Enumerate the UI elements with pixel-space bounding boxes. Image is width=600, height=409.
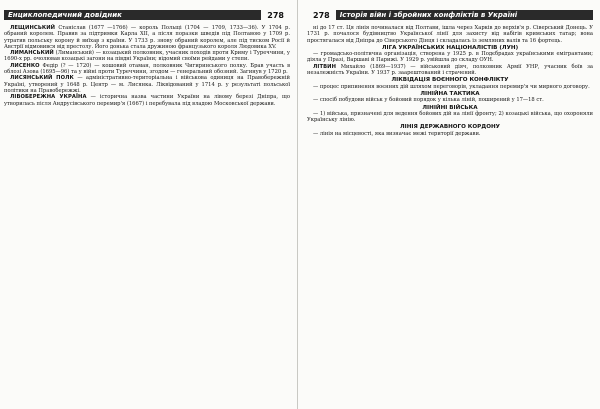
right-page-header [307,9,593,21]
entry-headword: ЛІНІЙНІ ВІЙСЬКА [422,104,478,111]
entry-text: ні до 17 ст. Ця лінія починалася від Полтави, ішла через Харків до верхів'я р. Сіверський Донець. У 1731 р. почалося будівництво Української лінії для захисту від набігів кримських татар; вона простягалася від Дніпра до Сіверського Дінця і складалась із земляних валів та 16 фортець. [307,25,593,44]
entry-text: — історична назва частини України на лівому березі Дніпра, що утворилась після Андрусівського перемир'я (1667) і перебувала під владою Московської держави. [4,94,290,107]
entry [307,25,593,44]
entry-text: — адміністративно-територіальна і військова одиниця на Правобережній Україні, утворений у 1648 р. Центр — м. Лисянка. Ліквідований у 1714 р. у результаті польської політики на Правобережжі. [4,75,290,94]
right-running-head: Історія війн і збройних конфліктів в Україні [336,10,593,20]
entry [307,84,593,90]
entry-headword: ЛІНІЙНА ТАКТИКА [420,90,480,97]
entry [307,111,593,124]
left-page-header [4,9,290,21]
entry-text: — громадсько-політична організація, створена у 1925 р. в Подєбрадах українськими емігрантами; діяла у Празі, Варшаві й Парижі. У 1929 р. увійшла до складу ОУН. [307,51,593,64]
entry [4,75,290,94]
entry-headword: ЛІВОБЕРЕЖНА УКРАЇНА [10,94,87,101]
entry-text: — процес припинення воєнних дій шляхом переговорів, укладання перемир'я чи мирного договору. [313,83,590,90]
entry [4,63,290,76]
entry-headword: ЛИСЯНСЬКИЙ ПОЛК [10,75,74,82]
book-gutter [297,0,298,409]
left-running-head: Енциклопедичний довідник [4,10,261,20]
entry [4,25,290,50]
entry-headword: ЛІКВІДАЦІЯ ВОЄННОГО КОНФЛІКТУ [391,77,509,84]
left-page-body [4,25,290,107]
entry-headword: ЛИСЕНКО [10,62,40,69]
right-page-body [307,25,593,137]
entry [307,51,593,64]
entry-headword: ЛІТВИН [313,63,337,70]
entry-text: — спосіб побудови військ у бойовий порядок у кілька ліній, поширений у 17—18 ст. [313,97,544,104]
entry [307,64,593,77]
entry-text: Станіслав (1677 —1766) — король Польщі (1704 — 1709, 1733—36). У 1704 р. обраний королем. Правив за підтримки Карла XII, а після поразки шведів під Полтавою у 1709 р. утратив польську корону й виїхав з країни. У 1733 р. знову обраний королем, але під тиском Росії й Австрії відмовився від престолу. Його донька стала дружиною французького короля Людовика XV. [4,25,290,50]
entry [4,50,290,63]
entry [307,131,593,137]
entry-text: (Лиманський) — козацький полковник, учасник походів проти Криму і Туреччини, у 1690-х рр. очолював козацькі загони на півдні України; відомий своїми рейдами у степи. [4,50,290,63]
entry-text: — 1) війська, призначені для ведення бойових дій на лінії фронту; 2) козацькі війська, що охороняли Українську лінію. [307,110,593,124]
left-page-number: 278 [267,10,284,20]
left-page [0,0,294,409]
entry [307,97,593,103]
right-page-number: 278 [313,10,330,20]
entry-text: Михайло (1869—1937) — військовий діяч, полковник Армії УНР, учасник боїв за незалежність України. У 1937 р. заарештований і страчений. [307,63,594,77]
entry [4,94,290,107]
entry-headword: ЛИМАНСЬКИЙ [10,50,54,57]
entry-text: Федір (? — 1720) — кошовий отаман, полковник Чигиринського полку. Брав участь в облозі Азова (1695—96) та у війні проти Туреччини, згодом — генеральний обозний. Загинув у 1720 р. [4,62,290,76]
entry-headword: ЛЕЩИНСЬКИЙ [10,25,56,31]
entry-headword: ЛІГА УКРАЇНСЬКИХ НАЦІОНАЛІСТІВ (ЛУН) [381,44,519,51]
entry-headword: ЛІНІЯ ДЕРЖАВНОГО КОРДОНУ [400,124,500,131]
entry-text: — лінія на місцевості, яка визначає межі території держави. [313,130,481,137]
right-page [303,0,597,409]
